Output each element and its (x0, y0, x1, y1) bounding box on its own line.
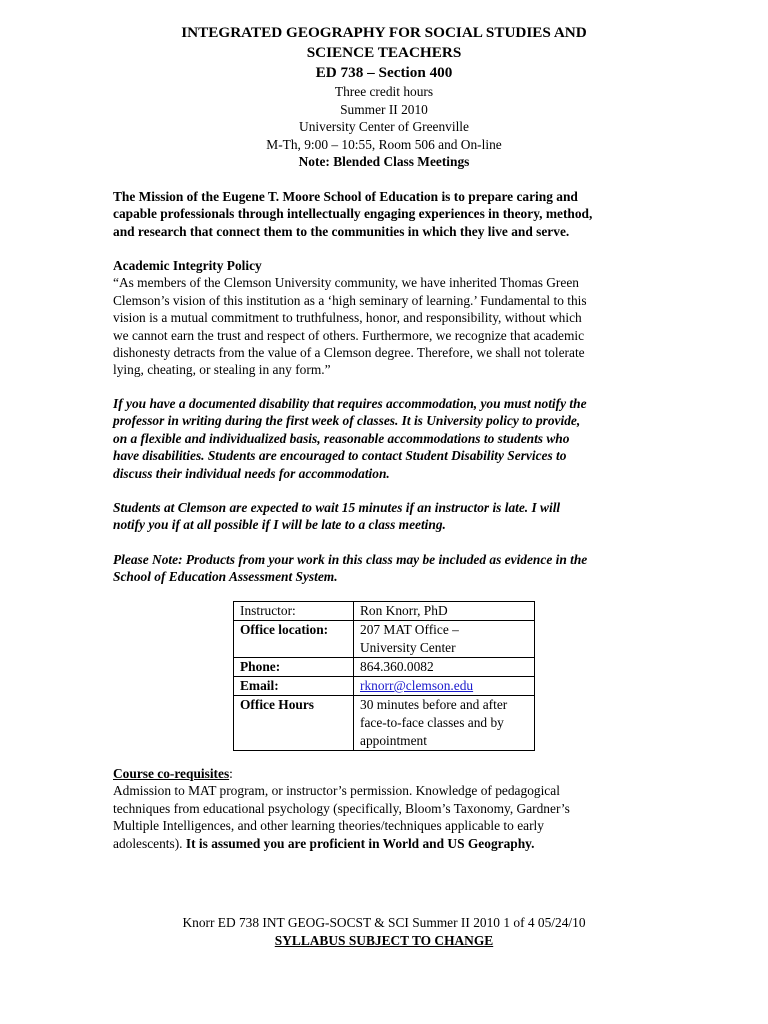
integrity-line: Clemson’s vision of this institution as a ‘high seminary of learning.’ Fundamental to this (113, 292, 587, 308)
disability-line: If you have a documented disability that requires accommodation, you must notify the (113, 396, 587, 411)
instructor-value: Ron Knorr, PhD (354, 602, 535, 621)
coreq-line: techniques from educational psychology (specifically, Bloom’s Taxonomy, Gardner’s (113, 800, 570, 816)
mission-statement (113, 188, 653, 240)
late-line: Students at Clemson are expected to wait 15 minutes if an instructor is late. I will (113, 500, 561, 515)
late-line: notify you if at all possible if I will be late to a class meeting. (113, 517, 446, 533)
office-label: Office location: (234, 621, 354, 658)
office-hours-line: 30 minutes before and after (360, 697, 508, 712)
integrity-line: lying, cheating, or stealing in any form.” (113, 362, 331, 378)
office-hours-label: Office Hours (234, 696, 354, 751)
evidence-line: School of Education Assessment System. (113, 569, 338, 585)
page-footer (0, 914, 768, 950)
office-value-line: 207 MAT Office – (360, 622, 459, 637)
course-title-line1: INTEGRATED GEOGRAPHY FOR SOCIAL STUDIES AND (181, 24, 587, 41)
document-header (0, 23, 768, 171)
office-hours-value (354, 696, 535, 751)
credit-hours: Three credit hours (334, 84, 434, 99)
evidence-line: Please Note: Products from your work in this class may be included as evidence in the (113, 552, 588, 567)
coreq-heading: Course co-requisites (113, 766, 230, 781)
integrity-line: we cannot earn the trust and respect of others. Furthermore, we recognize that academic (113, 327, 585, 343)
table-row (234, 621, 535, 658)
table-row (234, 696, 535, 751)
blended-note: Note: Blended Class Meetings (298, 154, 470, 170)
mission-line: and research that connect them to the communities in which they live and serve. (113, 223, 570, 239)
coreq-line-bold: It is assumed you are proficient in World and US Geography. (185, 835, 535, 851)
integrity-heading: Academic Integrity Policy (113, 258, 262, 273)
disability-line: on a flexible and individualized basis, reasonable accommodations to students who (113, 430, 570, 446)
table-row (234, 677, 535, 696)
integrity-line: vision is a mutual commitment to truthfulness, honor, and responsibility, without which (113, 310, 582, 326)
assessment-note (113, 551, 653, 586)
coreq-heading-row (113, 765, 653, 782)
email-label: Email: (234, 677, 354, 696)
course-number: ED 738 – Section 400 (315, 64, 453, 81)
disability-statement (113, 395, 653, 482)
academic-integrity-section (113, 257, 653, 379)
email-cell (354, 677, 535, 696)
corequisites-section (113, 765, 653, 852)
disability-line: have disabilities. Students are encouraged to contact Student Disability Services to (113, 448, 567, 464)
mission-line: The Mission of the Eugene T. Moore School of Education is to prepare caring and (113, 189, 578, 204)
email-link[interactable]: rknorr@clemson.edu (360, 678, 474, 693)
late-instructor-policy (113, 499, 653, 534)
footer-change-notice: SYLLABUS SUBJECT TO CHANGE (274, 933, 494, 948)
office-value-line: University Center (360, 640, 456, 655)
table-row (234, 658, 535, 677)
term: Summer II 2010 (340, 101, 428, 117)
instructor-label: Instructor: (234, 602, 354, 621)
disability-line: professor in writing during the first week of classes. It is University policy to provide, (113, 413, 581, 429)
integrity-line: “As members of the Clemson University community, we have inherited Thomas Green (113, 275, 579, 291)
instructor-info-table (233, 601, 535, 751)
footer-course-info: Knorr ED 738 INT GEOG-SOCST & SCI Summer II 2010 1 of 4 05/24/10 (182, 915, 586, 930)
office-value (354, 621, 535, 658)
phone-label: Phone: (234, 658, 354, 677)
coreq-colon: : (229, 766, 233, 781)
disability-line: discuss their individual needs for accommodation. (113, 465, 390, 481)
integrity-line: dishonesty detracts from the value of a Clemson degree. Therefore, we shall not tolerate (113, 345, 585, 361)
office-hours-line: face-to-face classes and by (360, 715, 504, 730)
coreq-line-plain: adolescents). (113, 835, 186, 851)
phone-value: 864.360.0082 (354, 658, 535, 677)
table-row (234, 602, 535, 621)
location: University Center of Greenville (299, 119, 469, 135)
office-hours-line: appointment (360, 733, 427, 748)
schedule: M-Th, 9:00 – 10:55, Room 506 and On-line (266, 136, 502, 152)
coreq-line (113, 835, 653, 852)
mission-line: capable professionals through intellectually engaging experiences in theory, method, (113, 206, 593, 222)
coreq-line: Multiple Intelligences, and other learning theories/techniques applicable to early (113, 818, 544, 834)
coreq-line: Admission to MAT program, or instructor’s permission. Knowledge of pedagogical (113, 783, 560, 799)
course-title-line2: SCIENCE TEACHERS (306, 44, 462, 61)
